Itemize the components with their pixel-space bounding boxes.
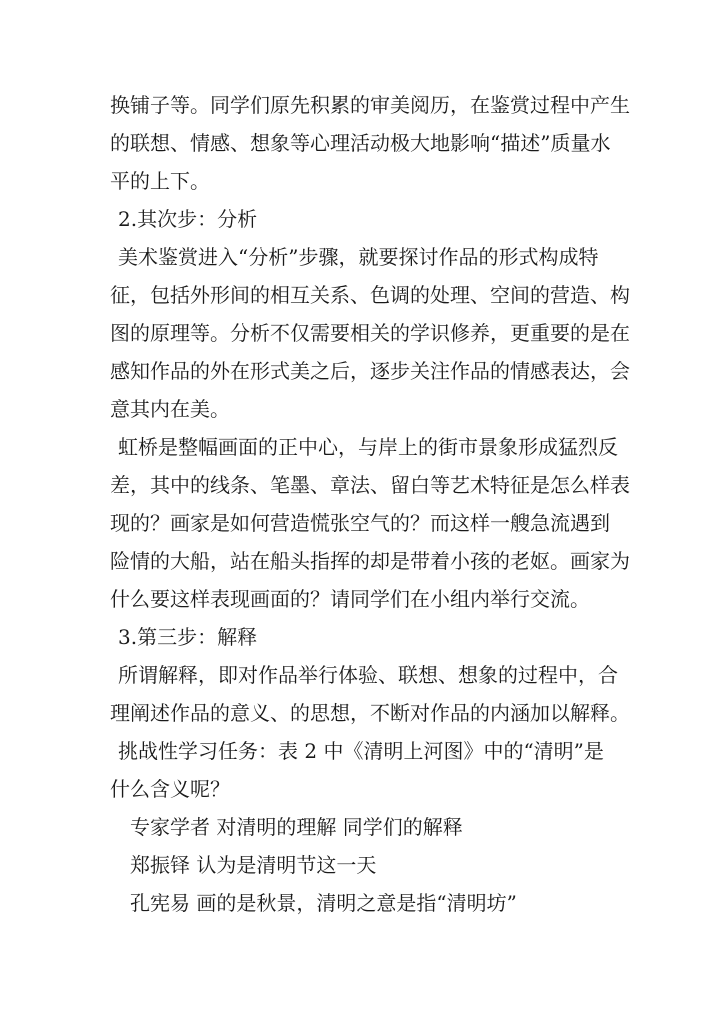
table-row: 专家学者 对清明的理解 同学们的解释 — [130, 815, 463, 839]
section-heading: 3.第三步：解释 — [118, 625, 258, 649]
paragraph-line: 换铺子等。同学们原先积累的审美阅历，在鉴赏过程中产生 — [110, 93, 630, 117]
paragraph-line: 什么含义呢？ — [110, 777, 230, 801]
paragraph-line: 挑战性学习任务：表 2 中《清明上河图》中的“清明”是 — [118, 739, 604, 763]
paragraph-line: 所谓解释，即对作品举行体验、联想、想象的过程中，合 — [118, 663, 618, 687]
paragraph-line: 险情的大船，站在船头指挥的却是带着小孩的老妪。画家为 — [110, 549, 630, 573]
table-row: 郑振铎 认为是清明节这一天 — [130, 853, 377, 877]
paragraph-line: 平的上下。 — [110, 169, 210, 193]
paragraph-line: 现的？画家是如何营造慌张空气的？而这样一艘急流遇到 — [110, 511, 610, 535]
table-row: 孔宪易 画的是秋景，清明之意是指“清明坊” — [130, 891, 517, 915]
paragraph-line: 感知作品的外在形式美之后，逐步关注作品的情感表达，会 — [110, 359, 630, 383]
section-heading: 2.其次步：分析 — [118, 207, 258, 231]
paragraph-line: 征，包括外形间的相互关系、色调的处理、空间的营造、构 — [110, 283, 630, 307]
paragraph-line: 意其内在美。 — [110, 397, 230, 421]
paragraph-line: 理阐述作品的意义、的思想，不断对作品的内涵加以解释。 — [110, 701, 630, 725]
paragraph-line: 图的原理等。分析不仅需要相关的学识修养，更重要的是在 — [110, 321, 630, 345]
paragraph-line: 美术鉴赏进入“分析”步骤，就要探讨作品的形式构成特 — [118, 245, 599, 269]
paragraph-line: 差，其中的线条、笔墨、章法、留白等艺术特征是怎么样表 — [110, 473, 630, 497]
paragraph-line: 虹桥是整幅画面的正中心，与岸上的街市景象形成猛烈反 — [118, 435, 618, 459]
paragraph-line: 的联想、情感、想象等心理活动极大地影响“描述”质量水 — [110, 131, 611, 155]
paragraph-line: 什么要这样表现画面的？请同学们在小组内举行交流。 — [110, 587, 590, 611]
